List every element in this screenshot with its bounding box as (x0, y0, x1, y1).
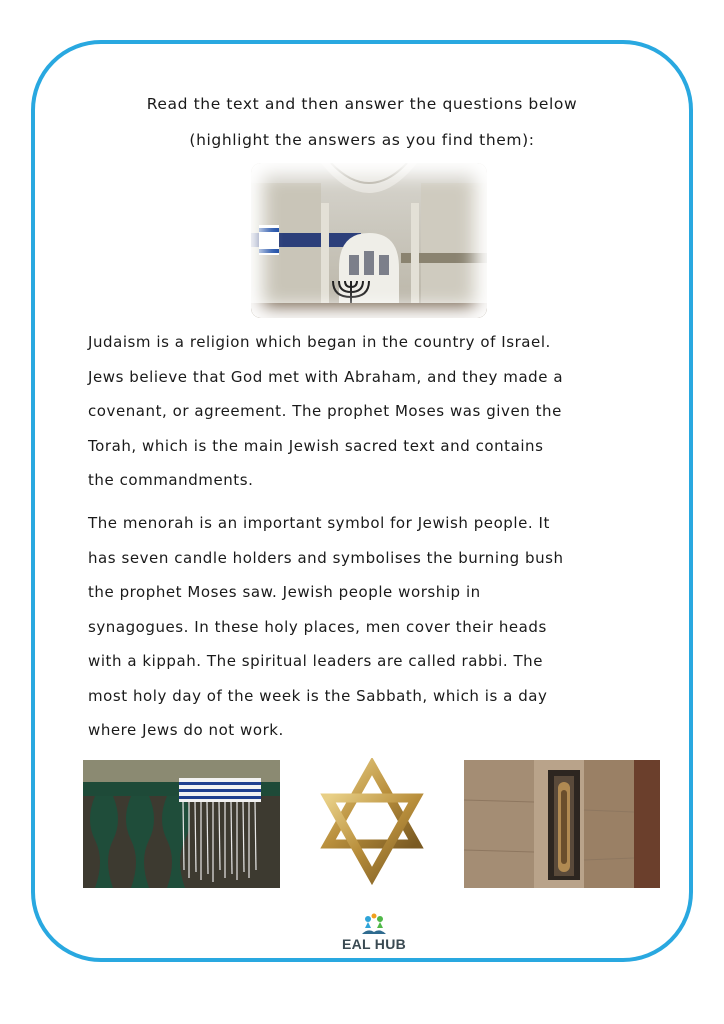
logo-figures-icon (332, 912, 416, 936)
paragraph-line: Judaism is a religion which began in the country of Israel. (88, 333, 551, 351)
paragraph-line: the prophet Moses saw. Jewish people worship in (88, 583, 481, 601)
paragraph-line: with a kippah. The spiritual leaders are called rabbi. The (88, 652, 544, 670)
paragraph-line: The menorah is an important symbol for Jewish people. It (88, 514, 550, 532)
mezuzah-photo (464, 760, 660, 888)
prayer-shawl-photo (83, 760, 280, 888)
synagogue-photo (251, 163, 487, 318)
instructions-line-2: (highlight the answers as you find them): (189, 131, 535, 149)
paragraph-line: Jews believe that God met with Abraham, and they made a (88, 367, 564, 386)
paragraph-line: the commandments. (88, 471, 254, 489)
logo-text: EAL HUB (341, 936, 407, 952)
paragraph-line: most holy day of the week is the Sabbath, which is a day (88, 686, 548, 705)
instructions-line-1: Read the text and then answer the questions below (146, 95, 578, 113)
star-of-david-image (316, 758, 428, 886)
paragraph-judaism-origins (88, 325, 648, 498)
eal-hub-logo (332, 912, 416, 956)
paragraph-line: where Jews do not work. (88, 721, 284, 739)
paragraph-line: covenant, or agreement. The prophet Moses was given the (88, 402, 562, 420)
paragraph-line: Torah, which is the main Jewish sacred text and contains (88, 436, 544, 455)
paragraph-line: synagogues. In these holy places, men cover their heads (88, 617, 547, 636)
paragraph-jewish-worship (88, 506, 648, 748)
paragraph-line: has seven candle holders and symbolises the burning bush (88, 548, 564, 567)
